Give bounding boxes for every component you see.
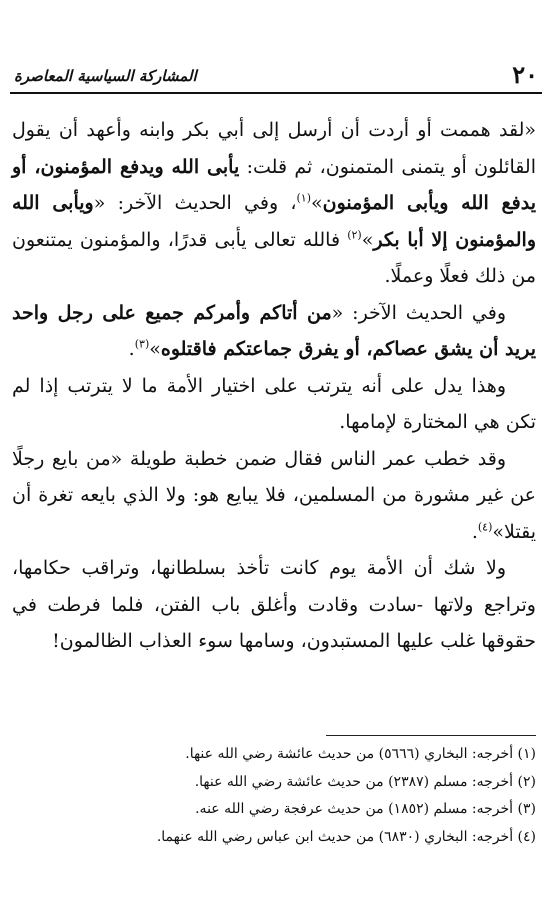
footnote-ref-4: (٤) xyxy=(477,520,493,534)
header-rule xyxy=(10,92,542,94)
paragraph-1-text-c: » xyxy=(311,192,323,214)
paragraph-1-text-a: «لقد هممت أو أردت أن أرسل إلى أبي بكر وابنه وأعهد أن يقول القائلون أو يتمنى المتمنون، ثم قلت: xyxy=(12,119,536,178)
paragraph-1-text-f: » xyxy=(361,228,374,251)
paragraph-1-text-d: ، وفي الحديث الآخر: « xyxy=(93,192,297,214)
footnote-3: (٣) أخرجه: مسلم (١٨٥٢) من حديث عرفجة رضي الله عنه. xyxy=(195,801,536,817)
footnote-4: (٤) أخرجه: البخاري (٦٨٣٠) من حديث ابن عباس رضي الله عنهما. xyxy=(156,828,536,845)
paragraph-3: وهذا يدل على أنه يترتب على اختيار الأمة ما لا يترتب إذا لم تكن هي المختارة لإمامها. xyxy=(12,374,536,433)
paragraph-4-text-a: وقد خطب عمر الناس فقال ضمن خطبة طويلة «من بايع رجلًا عن غير مشورة من المسلمين، فلا يبايع هو: ولا الذي بايعه تغرة أن يقتلا» xyxy=(12,447,536,543)
hadith-quote-3: من أتاكم وأمركم جميع على رجل واحد يريد أن يشق عصاكم، أو يفرق جماعتكم فاقتلوه xyxy=(12,301,536,360)
paragraph-2-text-a: وفي الحديث الآخر: « xyxy=(331,301,506,324)
paragraph-2-text-c: » xyxy=(149,338,161,360)
paragraph-1 xyxy=(12,112,536,295)
hadith-quote-2: ويأبى الله والمؤمنون إلا أبا بكر xyxy=(12,192,536,251)
footnote-separator xyxy=(326,735,536,736)
footnote-ref-2: (٢) xyxy=(347,228,362,242)
page-header xyxy=(10,58,542,94)
paragraph-1-text-g: فالله تعالى يأبى قدرًا، والمؤمنون يمتنعون من ذلك فعلًا وعملًا. xyxy=(12,228,536,287)
paragraph-2-text-d: . xyxy=(128,338,135,360)
paragraph-2 xyxy=(12,295,536,368)
paragraph-5: ولا شك أن الأمة يوم كانت تأخذ بسلطانها، وتراقب حكامها، وتراجع ولاتها -سادت وقادت وأغلق باب الفتن، فلما فرطت في حقوقها غلب عليها المستبدون، وسامها سوء العذاب الظالمون! xyxy=(12,557,536,652)
hadith-quote-1: يأبى الله ويدفع المؤمنون، أو يدفع الله ويأبى المؤمنون xyxy=(12,155,536,214)
footnote-ref-3: (٣) xyxy=(134,337,150,351)
footnote-1: (١) أخرجه: البخاري (٥٦٦٦) من حديث عائشة رضي الله عنها. xyxy=(185,746,536,762)
footnotes xyxy=(12,741,536,851)
footnote-ref-1: (١) xyxy=(296,191,312,205)
page-number: ٢٠ xyxy=(512,60,538,89)
running-title: المشاركة السياسية المعاصرة xyxy=(14,67,197,85)
paragraph-4 xyxy=(12,441,536,551)
footnote-2: (٢) أخرجه: مسلم (٢٣٨٧) من حديث عائشة رضي الله عنها. xyxy=(194,773,536,790)
paragraph-4-text-b: . xyxy=(471,520,478,543)
main-text xyxy=(12,112,536,660)
